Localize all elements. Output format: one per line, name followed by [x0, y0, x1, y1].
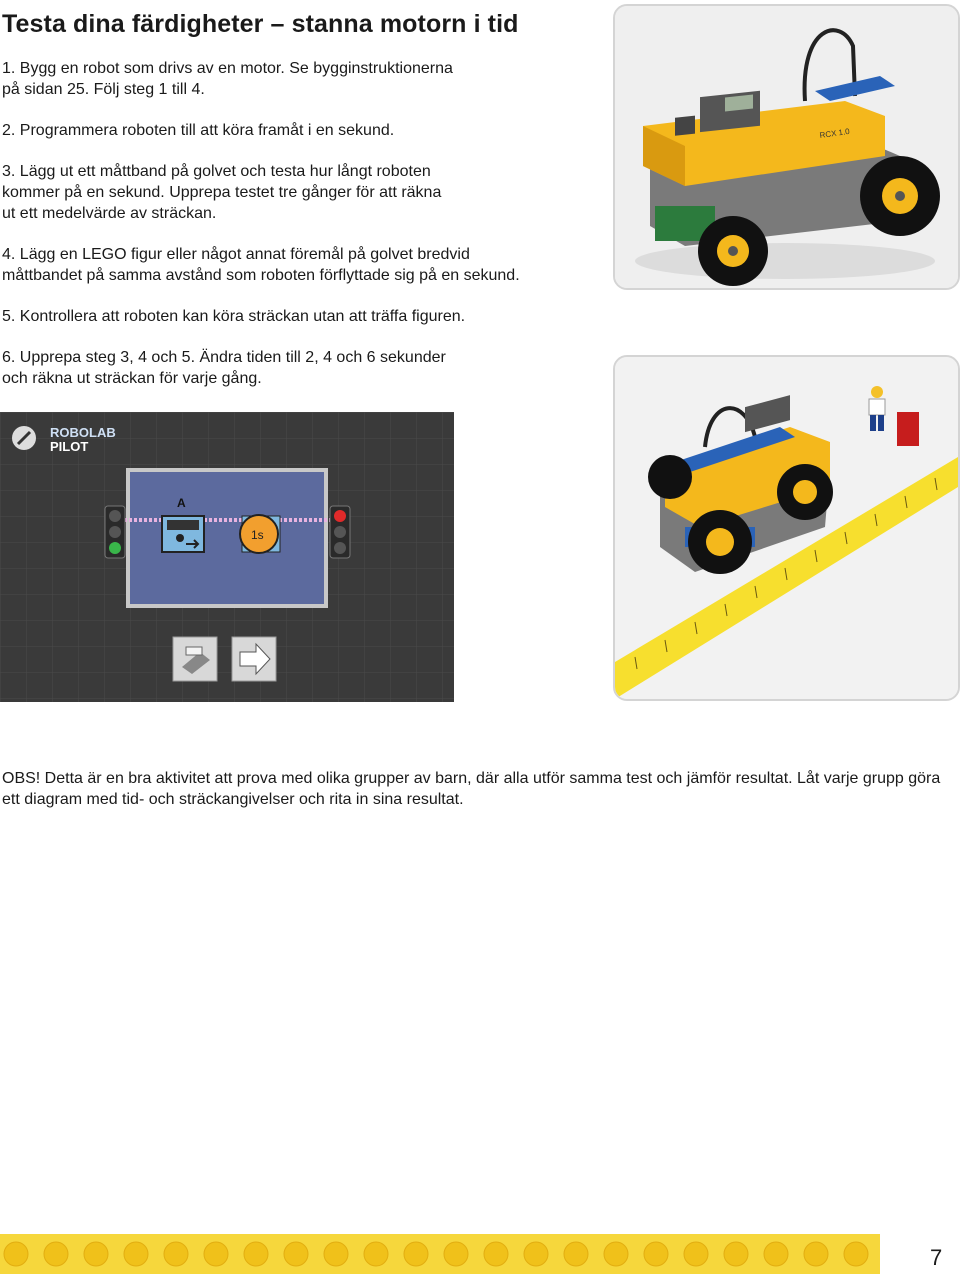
page-title: Testa dina färdigheter – stanna motorn i tid [2, 10, 519, 38]
step-6: 6. Upprepa steg 3, 4 och 5. Ändra tiden till 2, 4 och 6 sekunder och räkna ut sträckan för varje gång. [2, 349, 446, 387]
red-brick [897, 412, 919, 446]
port-label: A [177, 496, 186, 510]
step-4: 4. Lägg en LEGO figur eller något annat föremål på golvet bredvid måttbandet på samma avstånd som roboten förflyttade sig på en sekund. [2, 246, 520, 284]
ruler-photo [613, 355, 960, 701]
wait-timer-icon[interactable] [240, 515, 280, 553]
footer-stud-strip [0, 1234, 880, 1274]
robolab-pilot-screen [0, 412, 454, 702]
step-1: 1. Bygg en robot som drivs av en motor. Se bygginstruktionerna på sidan 25. Följ steg 1 till 4. [2, 60, 453, 98]
start-light-icon[interactable] [105, 506, 125, 558]
stop-light-icon[interactable] [330, 506, 350, 558]
svg-text:PILOT: PILOT [50, 439, 89, 454]
front-wheel [860, 156, 940, 236]
steps-list [2, 58, 602, 409]
download-button[interactable] [173, 637, 217, 681]
obs-note: OBS! Detta är en bra aktivitet att prova med olika grupper av barn, där alla utför samma test och jämför resultat. Låt varje grupp göra ett diagram med tid- och sträckangivelser och rita in sina resultat. [2, 770, 941, 808]
step-2: 2. Programmera roboten till att köra framåt i en sekund. [2, 122, 395, 139]
svg-text:ROBOLAB: ROBOLAB [50, 425, 116, 440]
robot-photo [613, 4, 960, 290]
rear-wheel [698, 216, 768, 286]
run-arrow-button[interactable] [232, 637, 276, 681]
svg-text:1s: 1s [251, 528, 264, 542]
program-canvas[interactable] [128, 470, 326, 606]
rcx-label: RCX 1.0 [819, 126, 851, 140]
step-3: 3. Lägg ut ett måttband på golvet och testa hur långt roboten kommer på en sekund. Upprepa testet tre gånger för att räkna ut ett medelvärde av sträckan. [2, 163, 442, 222]
motor-forward-icon[interactable] [162, 516, 204, 552]
step-5: 5. Kontrollera att roboten kan köra sträckan utan att träffa figuren. [2, 308, 466, 325]
page-number: 7 [930, 1245, 943, 1270]
